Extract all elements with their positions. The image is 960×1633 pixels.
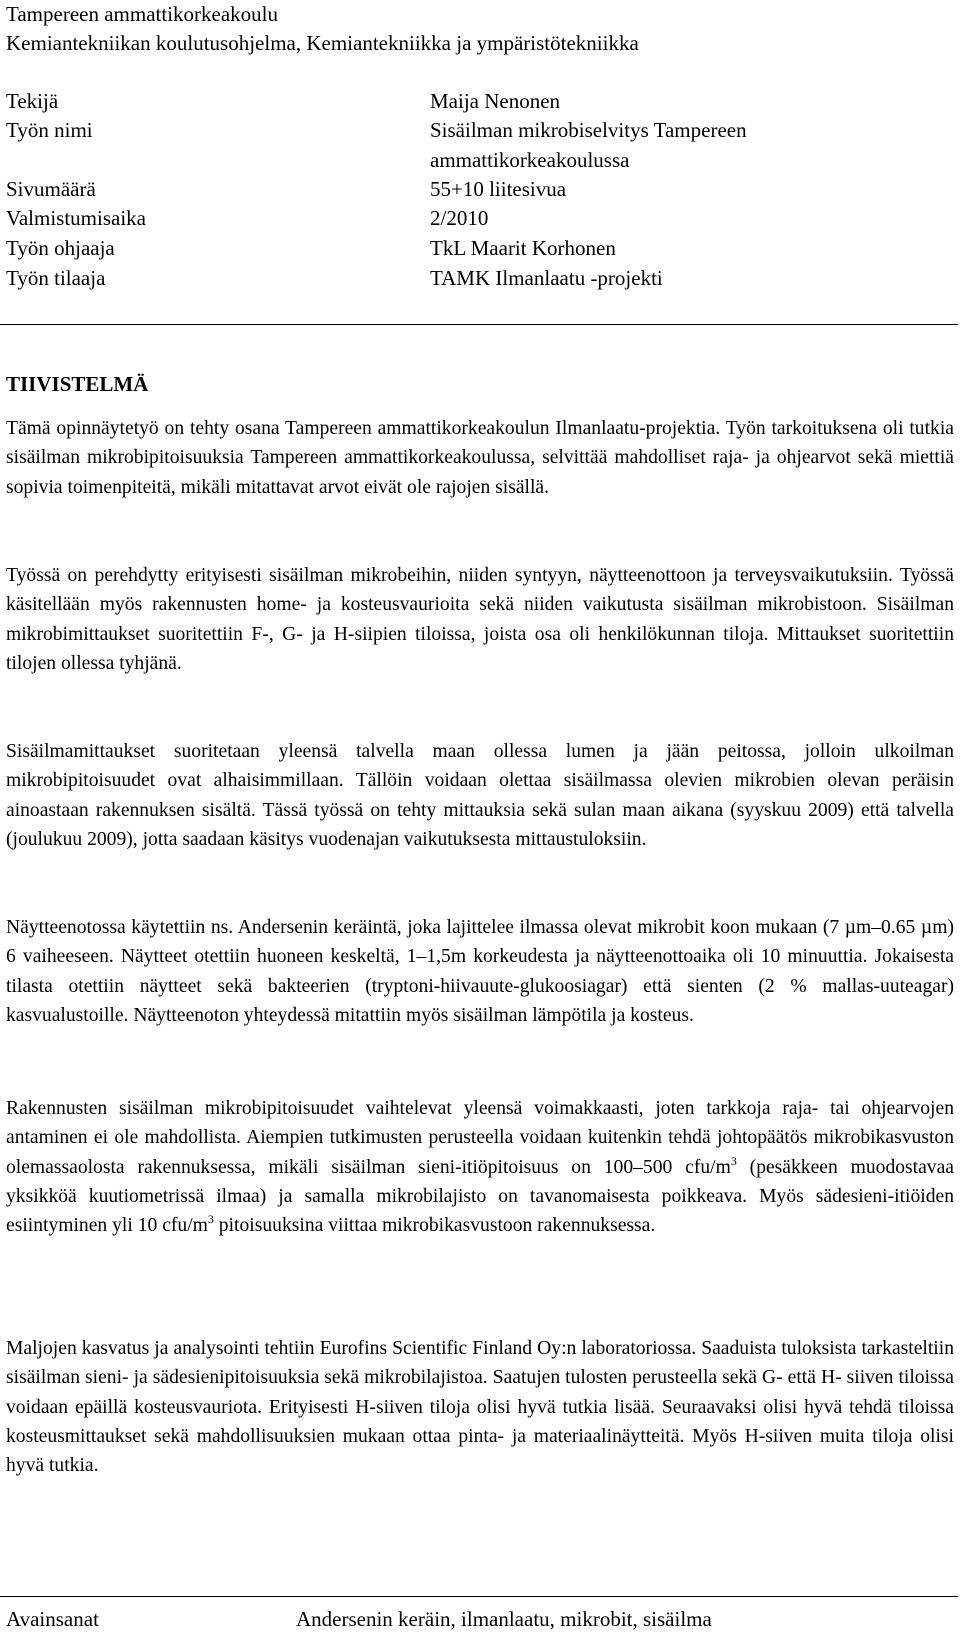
institution-name: Tampereen ammattikorkeakoulu — [6, 2, 279, 26]
meta-value-pages: 55+10 liitesivua — [430, 177, 567, 201]
keywords-label: Avainsanat — [6, 1607, 99, 1631]
abstract-heading: TIIVISTELMÄ — [6, 372, 149, 396]
meta-label-supervisor: Työn ohjaaja — [6, 236, 115, 260]
abstract-paragraph-5-start: Rakennusten sisäilman mikrobipitoisuudet vaihtelevat yleensä voimakkaasti, joten tarkkoja raja- tai ohjearvojen antaminen ei ole mahdollista. Aiempien tutkimusten perusteella voidaan kuitenkin tehdä johtopäätös mikrobikasvuston olemassaolosta rakennuksessa, mikäli sisäilman sieni-itiöpitoisuus on 100–500 cfu/m — [6, 1098, 954, 1178]
abstract-paragraph-1: Tämä opinnäytetyö on tehty osana Tampereen ammattikorkeakoulun Ilmanlaatu-projektia. Työn tarkoituksena oli tutkia sisäilman mikrobipitoisuuksia Tampereen ammattikorkeakoulussa, selvittää mahdolliset raja- ja ohjearvot sekä miettiä sopivia toimenpiteitä, mikäli mitattavat arvot eivät ole rajojen sisällä. — [6, 418, 954, 498]
meta-value-author: Maija Nenonen — [430, 89, 561, 113]
abstract-paragraph-2: Työssä on perehdytty erityisesti sisäilman mikrobeihin, niiden syntyyn, näytteenottoon ja terveysvaikutuksiin. Työssä käsitellään myös rakennusten home- ja kosteusvaurioita sekä niiden vaikutusta sisäilman mikrobistoon. Sisäilman mikrobimittaukset suoritettiin F-, G- ja H-siipien tiloissa, joista osa oli henkilökunnan tiloja. Mittaukset suoritettiin tilojen ollessa tyhjänä. — [6, 565, 954, 674]
abstract-paragraph-5 — [6, 1094, 954, 1240]
meta-label-commissioner: Työn tilaaja — [6, 266, 106, 290]
superscript-3: 3 — [730, 1153, 737, 1168]
meta-value-title-line2: ammattikorkeakoulussa — [430, 148, 630, 172]
meta-label-pages: Sivumäärä — [6, 177, 96, 201]
abstract-paragraph-5-middle: (pesäkkeen muodostavaa yksikköä kuutiometrissä ilmaa) ja samalla mikrobilajisto on tavanomaisesta poikkeava. Myös sädesieni-itiöiden esiintyminen yli 10 cfu/m — [6, 1156, 954, 1237]
keywords-value: Andersenin keräin, ilmanlaatu, mikrobit, sisäilma — [296, 1607, 712, 1631]
abstract-paragraph-3: Sisäilmamittaukset suoritetaan yleensä talvella maan ollessa lumen ja jään peitossa, jolloin ulkoilman mikrobipitoisuudet ovat alhaisimmillaan. Tällöin voidaan olettaa sisäilmassa olevien mikrobien olevan peräisin ainoastaan rakennuksen sisältä. Tässä työssä on tehty mittauksia sekä sulan maan aikana (syyskuu 2009) että talvella (joulukuu 2009), jotta saadaan käsitys vuodenajan vaikutuksesta mittaustuloksiin. — [6, 741, 954, 850]
meta-label-title: Työn nimi — [6, 118, 93, 142]
abstract-paragraph-6: Maljojen kasvatus ja analysointi tehtiin Eurofins Scientific Finland Oy:n laboratoriossa. Saaduista tuloksista tarkasteltiin sisäilman sieni- ja sädesienipitoisuuksia sekä mikrobilajistoa. Saatujen tulosten perusteella sekä G- että H- siiven tiloissa voidaan epäillä kosteusvauriota. Erityisesti H-siiven tiloja olisi hyvä tutkia lisää. Seuraavaksi olisi hyvä tehdä tiloissa kosteusmittaukset sekä mahdollisuuksien mukaan ottaa pinta- ja materiaalinäytteitä. Myös H-siiven muita tiloja olisi hyvä tutkia. — [6, 1338, 954, 1477]
superscript-3: 3 — [207, 1212, 214, 1227]
meta-label-completion: Valmistumisaika — [6, 206, 146, 230]
meta-value-supervisor: TkL Maarit Korhonen — [430, 236, 616, 260]
meta-value-completion: 2/2010 — [430, 206, 489, 230]
meta-label-author: Tekijä — [6, 89, 59, 113]
programme-name: Kemiantekniikan koulutusohjelma, Kemiantekniikka ja ympäristötekniikka — [6, 31, 639, 55]
abstract-paragraph-5-end: pitoisuuksina viittaa mikrobikasvustoon rakennuksessa. — [213, 1215, 656, 1237]
meta-value-title: Sisäilman mikrobiselvitys Tampereen — [430, 118, 747, 142]
top-divider — [0, 324, 958, 325]
bottom-divider — [0, 1596, 958, 1597]
meta-value-commissioner: TAMK Ilmanlaatu -projekti — [430, 266, 663, 290]
abstract-paragraph-4: Näytteenotossa käytettiin ns. Andersenin keräintä, joka lajittelee ilmassa olevat mikrobit koon mukaan (7 µm–0.65 µm) 6 vaiheeseen. Näytteet otettiin huoneen keskeltä, 1–1,5m korkeudesta ja näytteenottoaika oli 10 minuuttia. Jokaisesta tilasta otettiin näytteet sekä bakteerien (tryptoni-hiivauute-glukoosiagar) että sienten (2 % mallas-uuteagar) kasvualustoille. Näytteenoton yhteydessä mitattiin myös sisäilman lämpötila ja kosteus. — [6, 917, 954, 1026]
